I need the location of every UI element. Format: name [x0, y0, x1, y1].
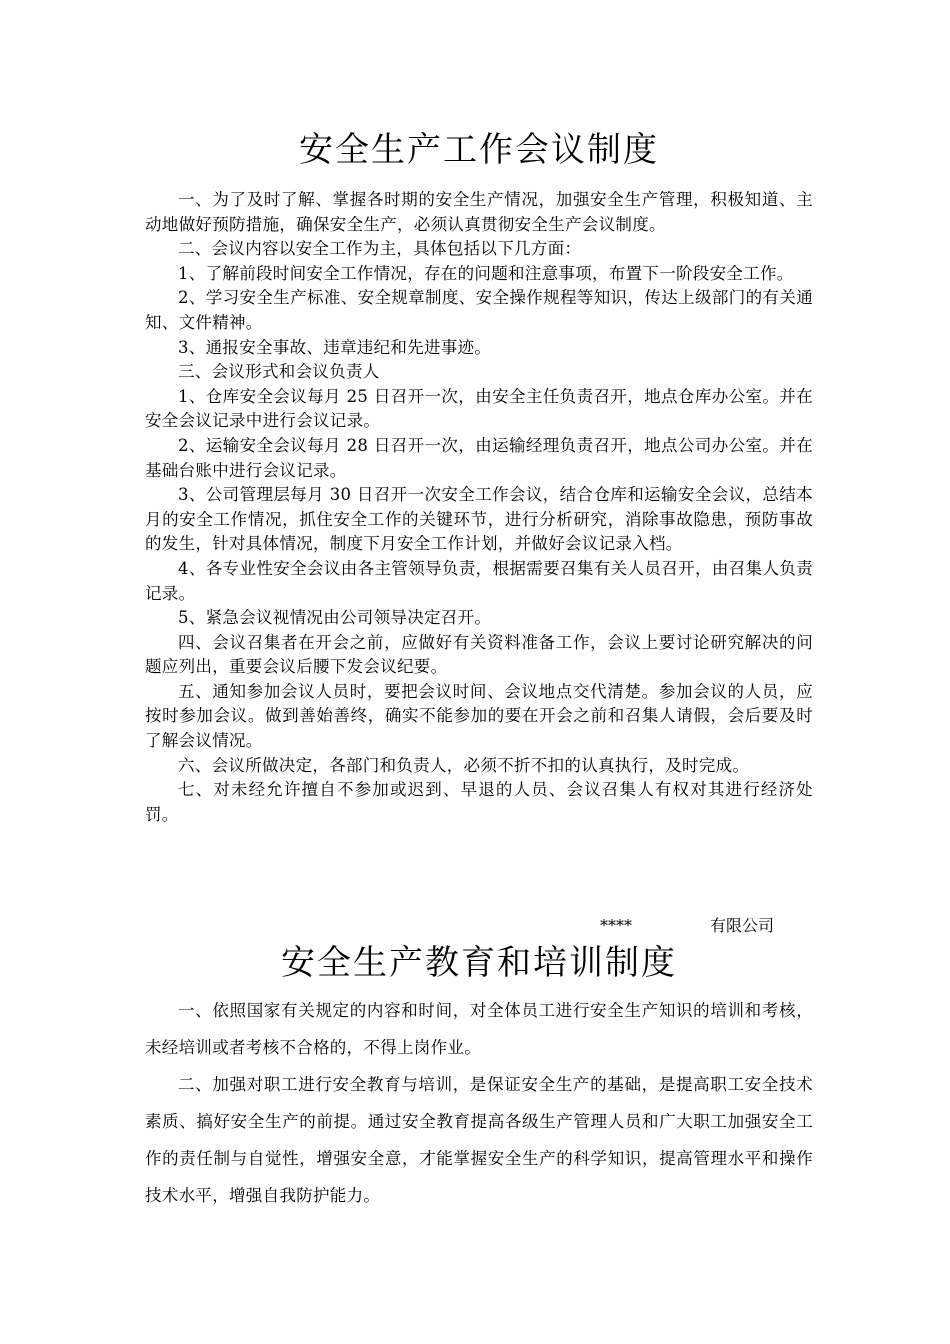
company-signature — [600, 914, 800, 938]
paragraph: 六、会议所做决定，各部门和负责人，必须不折不扣的认真执行，及时完成。 — [178, 755, 750, 775]
paragraph: 二、会议内容以安全工作为主，具体包括以下几方面： — [178, 239, 582, 259]
meeting-system-section — [145, 128, 813, 827]
meeting-system-title: 安全生产工作会议制度 — [299, 130, 659, 170]
paragraph: 1、了解前段时间安全工作情况，存在的问题和注意事项，布置下一阶段安全工作。 — [178, 263, 794, 283]
paragraph: 2、学习安全生产标准、安全规章制度、安全操作规程等知识，传达上级部门的有关通知、文件精神。 — [145, 288, 813, 332]
company-name-mask: **** — [600, 916, 632, 935]
paragraph: 五、通知参加会议人员时，要把会议时间、会议地点交代清楚。参加会议的人员，应按时参加会议。做到善始善终，确实不能参加的要在开会之前和召集人请假，会后要及时了解会议情况。 — [145, 681, 813, 751]
paragraph: 4、各专业性安全会议由各主管领导负责，根据需要召集有关人员召开，由召集人负责记录。 — [145, 558, 813, 603]
paragraph: 2、运输安全会议每月 28 日召开一次，由运输经理负责召开，地点公司办公室。并在基础台账中进行会议记录。 — [145, 435, 813, 480]
paragraph: 1、仓库安全会议每月 25 日召开一次，由安全主任负责召开，地点仓库办公室。并在安全会议记录中进行会议记录。 — [145, 386, 813, 431]
company-suffix: 有限公司 — [710, 916, 775, 935]
paragraph: 3、公司管理层每月 30 日召开一次安全工作会议，结合仓库和运输安全会议，总结本月的安全工作情况，抓住安全工作的关键环节，进行分析研究，消除事故隐患，预防事故的发生，针对具体情况，制度下月安全工作计划，并做好会议记录入档。 — [145, 485, 813, 554]
paragraph: 三、会议形式和会议负责人 — [178, 362, 380, 382]
training-system-section — [145, 940, 813, 1214]
training-system-title: 安全生产教育和培训制度 — [281, 943, 677, 983]
paragraph: 一、为了及时了解、掌握各时期的安全生产情况，加强安全生产管理，积极知道、主动地做好预防措施，确保安全生产，必须认真贯彻安全生产会议制度。 — [145, 190, 813, 234]
paragraph: 四、会议召集者在开会之前，应做好有关资料准备工作，会议上要讨论研究解决的问题应列出，重要会议后腰下发会议纪要。 — [145, 632, 813, 677]
paragraph: 一、依照国家有关规定的内容和时间，对全体员工进行安全生产知识的培训和考核，未经培训或者考核不合格的，不得上岗作业。 — [145, 1001, 813, 1057]
paragraph: 七、对未经允许擅自不参加或迟到、早退的人员、会议召集人有权对其进行经济处罚。 — [145, 780, 813, 824]
paragraph: 5、紧急会议视情况由公司领导决定召开。 — [178, 608, 492, 628]
paragraph: 二、加强对职工进行安全教育与培训，是保证安全生产的基础，是提高职工安全技术素质、搞好安全生产的前提。通过安全教育提高各级生产管理人员和广大职工加强安全工作的责任制与自觉性，增强安全意，才能掌握安全生产的科学知识，提高管理水平和操作技术水平，增强自我防护能力。 — [145, 1075, 813, 1205]
paragraph: 3、通报安全事故、违章违纪和先进事迹。 — [178, 337, 492, 357]
